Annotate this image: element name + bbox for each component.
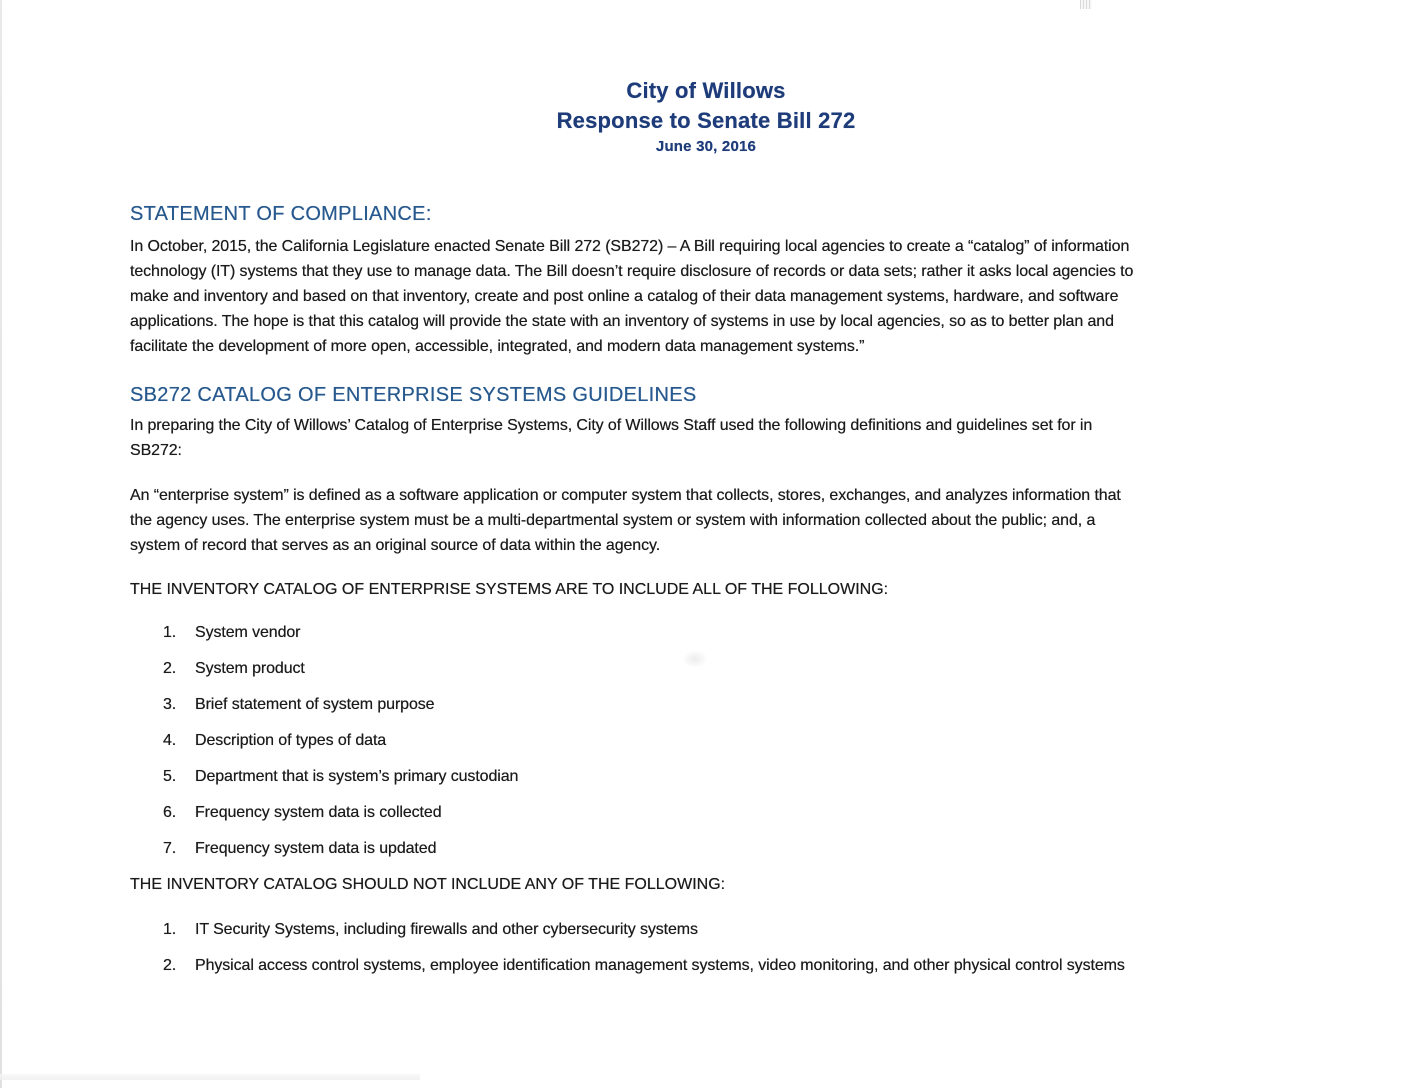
list-item <box>130 917 1282 942</box>
list-item-number: 2. <box>163 957 177 974</box>
guidelines-intro-paragraph <box>130 413 1282 463</box>
paragraph-line: the agency uses. The enterprise system must be a multi-departmental system or system with information collected about the public; and, a <box>130 512 1096 529</box>
paragraph-line: An “enterprise system” is defined as a software application or computer system that collects, stores, exchanges, and analyzes information that <box>130 487 1121 504</box>
enterprise-definition-paragraph <box>130 483 1282 558</box>
list-item-text: Department that is system’s primary custodian <box>195 768 519 785</box>
exclude-list <box>130 917 1282 978</box>
document-content <box>130 0 1282 989</box>
list-item-text: IT Security Systems, including firewalls and other cybersecurity systems <box>195 921 698 938</box>
compliance-heading: STATEMENT OF COMPLIANCE: <box>130 203 432 225</box>
list-item-number: 1. <box>163 624 177 641</box>
include-list-heading: THE INVENTORY CATALOG OF ENTERPRISE SYSTEMS ARE TO INCLUDE ALL OF THE FOLLOWING: <box>130 581 889 598</box>
list-item-number: 5. <box>163 768 177 785</box>
list-item-text: System vendor <box>195 624 301 641</box>
exclude-list-heading: THE INVENTORY CATALOG SHOULD NOT INCLUDE ANY OF THE FOLLOWING: <box>130 876 726 893</box>
list-item-number: 4. <box>163 732 177 749</box>
paragraph-line: In preparing the City of Willows’ Catalog of Enterprise Systems, City of Willows Staff used the following definitions and guidelines set for in <box>130 417 1093 434</box>
paragraph-line: applications. The hope is that this catalog will provide the state with an inventory of systems in use by local agencies, so as to better plan and <box>130 313 1114 330</box>
paragraph-line: SB272: <box>130 442 182 459</box>
document-title: City of Willows <box>626 78 786 103</box>
list-item-text: Physical access control systems, employee identification management systems, video monitoring, and other physical control systems <box>195 957 1125 974</box>
list-item <box>130 800 1282 825</box>
document-subtitle: Response to Senate Bill 272 <box>556 108 856 133</box>
list-item-text: Frequency system data is updated <box>195 840 437 857</box>
paragraph-line: facilitate the development of more open, accessible, integrated, and modern data management systems.” <box>130 338 865 355</box>
list-item-number: 3. <box>163 696 177 713</box>
guidelines-heading: SB272 CATALOG OF ENTERPRISE SYSTEMS GUIDELINES <box>130 384 697 406</box>
list-item <box>130 836 1282 861</box>
list-item-number: 6. <box>163 804 177 821</box>
list-item <box>130 620 1282 645</box>
list-item <box>130 953 1282 978</box>
scan-bottom-artifact <box>0 1074 420 1080</box>
scan-edge-artifact <box>0 0 2 1088</box>
list-item-number: 1. <box>163 921 177 938</box>
compliance-paragraph <box>130 234 1282 359</box>
include-list <box>130 620 1282 861</box>
list-item-number: 7. <box>163 840 177 857</box>
list-item <box>130 656 1282 681</box>
list-item-text: Description of types of data <box>195 732 387 749</box>
list-item-number: 2. <box>163 660 177 677</box>
list-item <box>130 764 1282 789</box>
paragraph-line: technology (IT) systems that they use to manage data. The Bill doesn’t require disclosure of records or data sets; rather it asks local agencies to <box>130 263 1134 280</box>
document-date: June 30, 2016 <box>655 138 757 155</box>
list-item-text: Frequency system data is collected <box>195 804 442 821</box>
paragraph-line: system of record that serves as an original source of data within the agency. <box>130 537 661 554</box>
document-header <box>130 0 1282 158</box>
list-item-text: System product <box>195 660 305 677</box>
list-item <box>130 728 1282 753</box>
list-item-text: Brief statement of system purpose <box>195 696 435 713</box>
paragraph-line: In October, 2015, the California Legislature enacted Senate Bill 272 (SB272) – A Bill requiring local agencies to create a “catalog” of information <box>130 238 1130 255</box>
paragraph-line: make and inventory and based on that inventory, create and post online a catalog of their data management systems, hardware, and software <box>130 288 1119 305</box>
list-item <box>130 692 1282 717</box>
